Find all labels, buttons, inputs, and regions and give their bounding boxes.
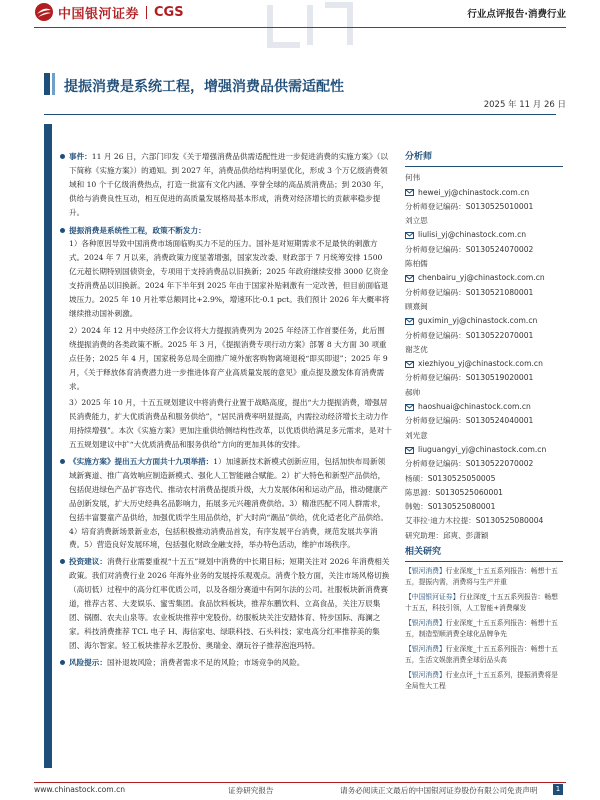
mail-icon [405,404,414,411]
analyst-email[interactable]: xiezhiyou_yj@chinastock.com.cn [418,359,543,369]
report-date: 2025 年 11 月 26 日 [483,100,566,110]
page-number: 1 [553,784,563,795]
related-report-link[interactable] [405,670,563,692]
analyst-reg: 分析师登记编码：S0130521080001 [405,287,534,297]
left-accent-bar [44,124,52,768]
risk-section [60,656,392,670]
analyst-email-row [405,314,563,328]
report-title: 提振消费是系统工程，增强消费品供需适配性 [64,79,344,95]
related-title: 行业深度_十五五系列报告：畅想十五五，生活文娱旅消费全球衍品头高 [405,645,558,665]
mail-icon [405,447,414,454]
related-report-link[interactable] [405,566,563,588]
analyst-email-row [405,400,563,414]
risk-text: 国补退坡风险；消费者需求不足的风险；市场竞争的风险。 [106,657,305,667]
analyst-email[interactable]: hewei_yj@chinastock.com.cn [418,187,530,197]
mail-icon [405,275,414,282]
main-content [60,150,392,670]
analyst-name: 陈柏儒 [405,259,428,269]
point1-paragraph: 2）2024 年 12 月中央经济工作会议将大力提振消费列为 2025 年经济工作首要任务，此后围绕提振消费的各类政策不断。2025 年 3 月，《提振消费专项行动方案》部署 8 大方面 30 项重点任务；2025 年 4 月，国家税务总局全面推广境外旅客购物离境退税“即买即退”；2025 年 9 月，《关于释放体育消费潜力进一步推进体育产业高质量发展的意见》重点提及激发体育消费需求。 [69,325,388,391]
point2-heading: 《实施方案》提出五大方面共十九项举措： [69,457,214,467]
event-section [60,150,392,220]
point2-section [60,455,392,552]
analyst-code: 韩勉：S0130525080001 [405,502,496,512]
point1-heading: 提振消费是系统性工程，政策不断发力： [69,225,206,235]
related-tag: 【银河消费】 [405,671,446,680]
footer-website[interactable]: www.chinastock.com.cn [34,785,126,794]
analyst-name: 顾熹闽 [405,301,428,311]
related-report-link[interactable] [405,644,563,666]
event-label: 事件： [69,152,92,161]
analyst-email-row [405,186,563,200]
galaxy-logo-icon [34,2,54,22]
analyst-email[interactable]: chenbairu_yj@chinastock.com.cn [418,273,545,283]
mail-icon [405,318,414,325]
related-tag: 【银河消费】 [405,645,446,654]
related-tag: 【银河消费】 [405,567,446,576]
analyst-name: 刘立思 [405,216,428,226]
analyst-reg: 分析师登记编码：S0130524070002 [405,244,534,254]
point1-paragraph: 1）各种原因导致中国消费市场面临购买力不足的压力。国补是对短期需求不足最快的刺激方式。2024 年 7 月以来，消费政策力度显著增强，国家发改委、财政部于 7 月统筹安排 1500 亿元超长期特别国债资金，专项用于支持消费品以旧换新；2025 年政府继续安排 3000 亿资金支持消费品以旧换新。2024 年下半年到 2025 年由于国家补贴刺激有一定改善，但目前面临退坡压力。2025 年 10 月社零总额同比+2.9%，增速环比-0.1 pct。我们预计 2026 年大概率将继续推动国补刺激。 [69,239,390,318]
analyst-code: 杨硕：S0130525050005 [405,473,496,483]
footer-disclaimer: 请务必阅读正文最后的中国银河证券股份有限公司免责声明 [340,786,538,795]
related-title: 行业点评_十五五系列，提振消费将是全局性大工程 [405,671,558,691]
related-title: 行业深度_十五五系列报告：畅想十五五，制造型顺消费全球化品牌争先 [405,619,558,639]
company-logo [34,2,184,22]
logo-text: 中国银河证券 [58,6,140,22]
analyst-name: 刘光意 [405,430,428,440]
risk-heading: 风险提示： [69,657,107,667]
related-title: 行业深度_十五五系列报告：畅想十五五，科技引领，人工智能+消费爆发 [405,593,558,613]
investment-heading: 投资建议： [69,557,107,567]
analyst-reg: 分析师登记编码：S0130519020001 [405,373,534,383]
page-header [0,0,600,32]
logo-divider [146,6,147,19]
analyst-sidebar [405,150,563,696]
mail-icon [405,232,414,239]
point1-paragraph: 3）2025 年 10 月，十五五规划建议中将消费行业置于战略高度，提出“大力提振消费，增强居民消费能力，扩大优质消费品和服务供给”，“居民消费率明显提高，内需拉动经济增长主动力作用持续增强”。本次《实施方案》更加注重供给侧结构性改革，以优质供给满足多元需求，是对十五五规划建议中扩“大优质消费品和服务供给”方向的更加具体的安排。 [69,398,392,450]
related-tag: 【银河消费】 [405,619,446,628]
analyst-email[interactable]: guximin_yj@chinastock.com.cn [418,316,538,326]
footer-center: 证券研究报告 [228,786,274,795]
analyst-email-row [405,228,563,242]
report-type: 行业点评报告·消费行业 [467,9,566,20]
related-title: 行业深度_十五五系列报告：畅想十五五，提振内需，消费将与生产并重 [405,567,558,587]
related-research-title: 相关研究 [405,545,563,562]
event-text: 11 月 26 日，六部门印发《关于增强消费品供需适配性进一步促进消费的实施方案》（以下简称《实施方案》）的通知。到 2027 年，消费品供给结构明显优化，形成 3 个万亿级消费领域和 10 个千亿级消费热点，打造一批富有文化内涵、享誉全球的高品质消费品；到 2030 年，供给与消费良性互动，相互促进的高质量发展格局基本形成，消费对经济增长的贡献率稳步提升。 [69,152,389,217]
related-report-link[interactable] [405,618,563,640]
analyst-name: 何伟 [405,173,421,183]
analyst-code: 艾菲拉·迪力木拉提：S0130525080004 [405,516,544,526]
analyst-name: 谢芝优 [405,344,428,354]
analyst-email-row [405,443,563,457]
watermark-graphic [250,0,370,60]
header-divider [34,27,566,28]
point2-text: 1）加速新技术新模式创新应用，包括加快布局新领域新赛道、推广高效响应制造新模式、强化人工智能融合赋能。2）扩大特色和新型产品供给，包括促进绿色产品扩容迭代、推动农村消费品提质升级，大力发展体闲和运动产品，推动健康产品创新发展，扩大历史经典名品影响力，拓展多元兴趣消费供给。3）精准匹配不同人群需求，包括丰富婴童产品供给，加强优质学生用品供给，扩大时尚“潮品”供给，优化适老化产品供给。4）培育消费新场景新业态，包括积极推动消费品首发，有序发展平台消费，规范发展共享消费。5）营造良好发展环境，包括强化财政金融支持，举办特色活动，维护市场秩序。 [69,457,389,550]
analyst-email[interactable]: liulisi_yj@chinastock.com.cn [418,230,527,240]
analyst-email[interactable]: liuguangyi_yj@chinastock.com.cn [418,444,547,454]
analyst-title: 分析师 [405,150,563,167]
analyst-reg: 分析师登记编码：S0130522070001 [405,330,534,340]
analyst-email-row [405,357,563,371]
mail-icon [405,189,414,196]
analyst-email[interactable]: haoshuai@chinastock.com.cn [418,402,531,412]
research-assistant: 研究助理：邱爽、彭潇颖 [405,530,489,540]
point1-heading-row [60,224,392,238]
title-accent-bar [44,73,50,95]
related-report-link[interactable] [405,592,563,614]
analyst-name: 郝帅 [405,387,421,397]
analyst-email-row [405,271,563,285]
logo-cgs: CGS [154,4,184,20]
analyst-reg: 分析师登记编码：S0130522070002 [405,459,534,469]
investment-section [60,555,392,652]
related-tag: 【中国银河证券】 [405,593,460,602]
analyst-reg: 分析师登记编码：S0130525010001 [405,201,534,211]
mail-icon [405,361,414,368]
footer-divider [34,782,566,783]
investment-text: 消费行业需要重视“十五五”规划中消费的中长期目标；短期关注对 2026 年消费相关政策。我们对消费行业 2026 年海外业务的发展持乐观观点。消费个股方面，关注市场风格切换（高切低）过程中的高分红率优质公司，以及各细分赛道中有阿尔法的公司。社服板块新消费赛道，推荐古茗、大麦娱乐、蜜雪集团。食品饮料板块，推荐东鹏饮料、立高食品，关注万辰集团、锅圈、农夫山泉等。农业板块推荐中宠股份。纺服板块关注安踏体育、特步国际、海澜之家。科技消费推荐 TCL 电子 H、海信家电、绿联科技、石头科技；家电高分红率推荐美的集团、海尔智家。轻工板块推荐永艺股份、奥瑞金、潮玩谷子推荐泡泡玛特。 [69,557,390,650]
analyst-code: 陈思源：S0130525060001 [405,487,504,497]
analyst-reg: 分析师登记编码：S0130524040001 [405,416,534,426]
title-accent-bar-light [52,73,55,95]
title-divider [44,114,556,115]
